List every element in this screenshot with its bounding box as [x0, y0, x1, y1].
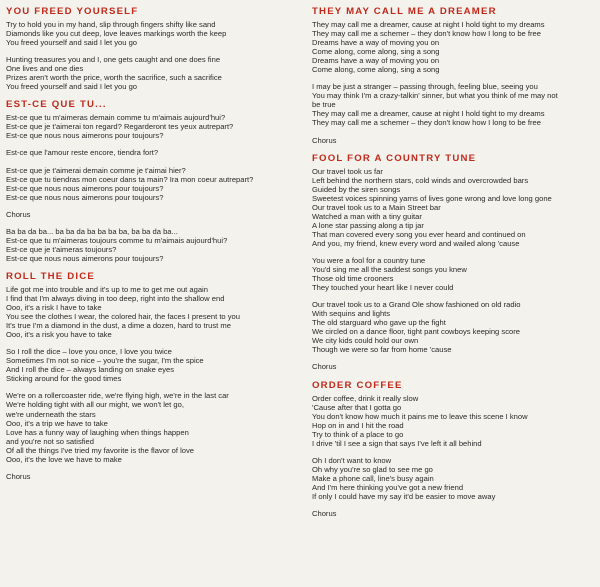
lyric-line: You freed yourself and said I let you go — [6, 38, 138, 48]
lyric-line: They touched your heart like I never could — [312, 283, 454, 293]
lyric-line: Our travel took us to a Main Street bar — [312, 202, 441, 212]
lyric-line: Est-ce que nous nous aimerons pour toujours? — [6, 183, 164, 193]
lyric-line: Est-ce que tu m'aimeras toujours comme tu m'aimais aujourd'hui? — [6, 235, 228, 245]
lyric-line: Though we were so far from home 'cause — [312, 345, 452, 355]
lyric-line: We're holding tight with all our might, we won't let go, — [6, 400, 184, 410]
lyric-line: With sequins and lights — [312, 309, 391, 319]
lyric-line: Try to hold you in my hand, slip through fingers shifty like sand — [6, 20, 216, 29]
stanza — [6, 472, 296, 481]
lyric-line: Hunting treasures you and I, one gets caught and one does fine — [6, 55, 221, 65]
lyric-line: I find that I'm always diving in too deep, right into the shallow end — [6, 293, 225, 303]
lyric-line: Est-ce que je t'aimeras toujours? — [6, 244, 117, 254]
lyric-line: One lives and one dies — [6, 64, 84, 74]
lyric-line: They may call me a dreamer, cause at night I hold tight to my dreams — [312, 20, 545, 29]
lyric-line: They may call me a schemer – they don't know how I long to be free — [312, 118, 541, 128]
stanza — [312, 256, 596, 292]
stanza — [312, 136, 596, 145]
lyric-line: Est-ce que nous nous aimerons pour toujours? — [6, 131, 164, 141]
song-title: FOOL FOR A COUNTRY TUNE — [312, 152, 477, 164]
stanza — [6, 227, 296, 263]
stanza — [312, 300, 596, 354]
lyric-line: Ooo, it's the love we have to make — [6, 454, 122, 464]
lyric-line: The old starguard who gave up the fight — [312, 318, 446, 328]
lyric-line: Chorus — [312, 362, 337, 372]
lyric-line: Prizes aren't worth the price, worth the sacrifice, such a sacrifice — [6, 73, 222, 83]
lyric-line: Order coffee, drink it really slow — [312, 393, 419, 403]
lyric-line: We're on a rollercoaster ride, we're flying high, we're in the last car — [6, 391, 229, 401]
song-title: EST-CE QUE TU... — [6, 99, 107, 111]
lyric-line: Est-ce que je t'aimerai demain comme je t'aimai hier? — [6, 165, 186, 175]
stanza — [6, 55, 296, 91]
stanza — [312, 456, 596, 501]
lyric-line: And I roll the dice – always landing on snake eyes — [6, 365, 175, 375]
stanza — [312, 509, 596, 518]
lyric-line: If only I could have my say it'd be easier to move away — [312, 491, 496, 501]
stanza — [6, 285, 296, 339]
song-roll-the-dice — [6, 271, 296, 481]
lyric-line: Ba ba da ba... ba ba da ba ba ba ba, ba ba da ba... — [6, 226, 178, 236]
stanza — [312, 20, 596, 74]
lyric-line: Dreams have a way of moving you on — [312, 56, 440, 66]
song-title: ORDER COFFEE — [312, 379, 403, 391]
lyric-line: Love has a funny way of laughing when things happen — [6, 427, 189, 437]
stanza — [6, 347, 296, 383]
lyric-line: Guided by the siren songs — [312, 184, 401, 194]
lyric-line: You may think I'm a crazy-talkin' sinner, but what you think of me may not — [312, 91, 558, 101]
stanza — [6, 113, 296, 140]
lyric-line: Sticking around for the good times — [6, 374, 122, 384]
stanza — [6, 210, 296, 219]
right-column — [312, 6, 596, 526]
lyric-line: Ooo, it's a risk you have to take — [6, 330, 112, 340]
stanza — [6, 166, 296, 202]
lyric-line: You were a fool for a country tune — [312, 255, 426, 265]
lyric-line: 'Cause after that I gotta go — [312, 402, 402, 412]
stanza — [6, 391, 296, 463]
lyric-line: You see the clothes I wear, the colored hair, the faces I present to you — [6, 312, 241, 322]
lyric-line: Life got me into trouble and it's up to me to get me out again — [6, 284, 208, 294]
lyric-line: Those old time crooners — [312, 274, 394, 284]
lyric-line: and you're not so satisfied — [6, 436, 94, 446]
lyric-line: I drive 'til I see a sign that says I've left it all behind — [312, 438, 482, 448]
lyric-line: You freed yourself and said I let you go — [6, 82, 138, 92]
lyric-line: Ooo, it's a trip we have to take — [6, 418, 108, 428]
lyric-line: Our travel took us to a Grand Ole show fashioned on old radio — [312, 300, 521, 310]
lyric-line: Est-ce que nous nous aimerons pour toujours? — [6, 192, 164, 202]
lyric-line: They may call me a dreamer, cause at night I hold tight to my dreams — [312, 109, 545, 119]
lyric-line: Chorus — [312, 509, 337, 519]
lyric-line: Dreams have a way of moving you on — [312, 38, 440, 48]
song-they-may-call-me-a-dreamer — [312, 6, 596, 145]
lyric-line: Est-ce que tu m'aimeras demain comme tu m'aimais aujourd'hui? — [6, 113, 226, 123]
song-title: ROLL THE DICE — [6, 270, 95, 282]
lyric-line: Make a phone call, line's busy again — [312, 473, 434, 483]
lyric-line: I may be just a stranger – passing through, feeling blue, seeing you — [312, 82, 538, 92]
lyric-line: we're underneath the stars — [6, 409, 96, 419]
lyric-line: A lone star passing along a tip jar — [312, 220, 424, 230]
lyric-line: Sometimes I'm not so nice – you're the sugar, I'm the spice — [6, 356, 204, 366]
lyric-line: Sweetest voices spinning yarns of lives gone wrong and love long gone — [312, 193, 552, 203]
lyric-line: We circled on a dance floor, tight pant cowboys keeping score — [312, 327, 520, 337]
stanza — [312, 394, 596, 448]
lyric-line: Oh why you're so glad to see me go — [312, 464, 433, 474]
song-title: THEY MAY CALL ME A DREAMER — [312, 6, 497, 17]
lyric-line: Try to think of a place to go — [312, 429, 404, 439]
stanza — [312, 167, 596, 248]
lyric-line: You don't know how much it pains me to leave this scene I know — [312, 411, 528, 421]
song-est-ce-que-tu — [6, 99, 296, 263]
lyric-line: Est-ce que nous nous aimerons pour toujours? — [6, 253, 164, 263]
lyric-line: And I'm here thinking you've got a new friend — [312, 482, 464, 492]
lyric-line: Hop on in and I hit the road — [312, 420, 404, 430]
lyric-line: Est-ce que tu tiendras mon coeur dans ta main? Ira mon coeur autrepart? — [6, 174, 254, 184]
stanza — [312, 362, 596, 371]
lyric-line: Est-ce que je t'aimerai ton regard? Regarderont tes yeux autrepart? — [6, 122, 234, 132]
lyric-line: Est-ce que l'amour reste encore, tiendra fort? — [6, 148, 159, 158]
stanza — [312, 82, 596, 127]
stanza — [6, 148, 296, 157]
left-column — [6, 6, 296, 489]
song-order-coffee — [312, 380, 596, 519]
lyric-line: We city kids could hold our own — [312, 336, 419, 346]
song-you-freed-yourself — [6, 6, 296, 91]
lyric-line: Oh I don't want to know — [312, 455, 392, 465]
lyric-line: It's true I'm a diamond in the dust, a dime a dozen, hard to trust me — [6, 321, 231, 331]
lyric-line: Of all the things I've tried my favorite is the flavor of love — [6, 445, 195, 455]
song-fool-for-a-country-tune — [312, 153, 596, 372]
lyric-line: Come along, come along, sing a song — [312, 65, 440, 75]
lyric-line: Come along, come along, sing a song — [312, 47, 440, 57]
lyric-line: And you, my friend, knew every word and wailed along 'cause — [312, 238, 520, 248]
lyric-line: You'd sing me all the saddest songs you knew — [312, 265, 467, 275]
lyric-line: Chorus — [6, 471, 31, 481]
lyric-line: That man covered every song you ever heard and continued on — [312, 229, 526, 239]
lyric-line: Left behind the northern stars, cold winds and overcrowded bars — [312, 175, 529, 185]
stanza — [6, 20, 296, 47]
song-title: YOU FREED YOURSELF — [6, 6, 139, 17]
lyric-line: Our travel took us far — [312, 166, 383, 176]
lyric-line: So I roll the dice – love you once, I love you twice — [6, 347, 172, 357]
lyric-line: They may call me a schemer – they don't know how I long to be free — [312, 29, 541, 39]
lyric-line: Chorus — [312, 135, 337, 145]
lyric-line: Chorus — [6, 209, 31, 219]
lyric-line: Watched a man with a tiny guitar — [312, 211, 422, 221]
lyric-line: be true — [312, 100, 336, 110]
lyric-line: Diamonds like you cut deep, love leaves markings worth the keep — [6, 29, 227, 39]
lyric-line: Ooo, it's a risk I have to take — [6, 303, 102, 313]
